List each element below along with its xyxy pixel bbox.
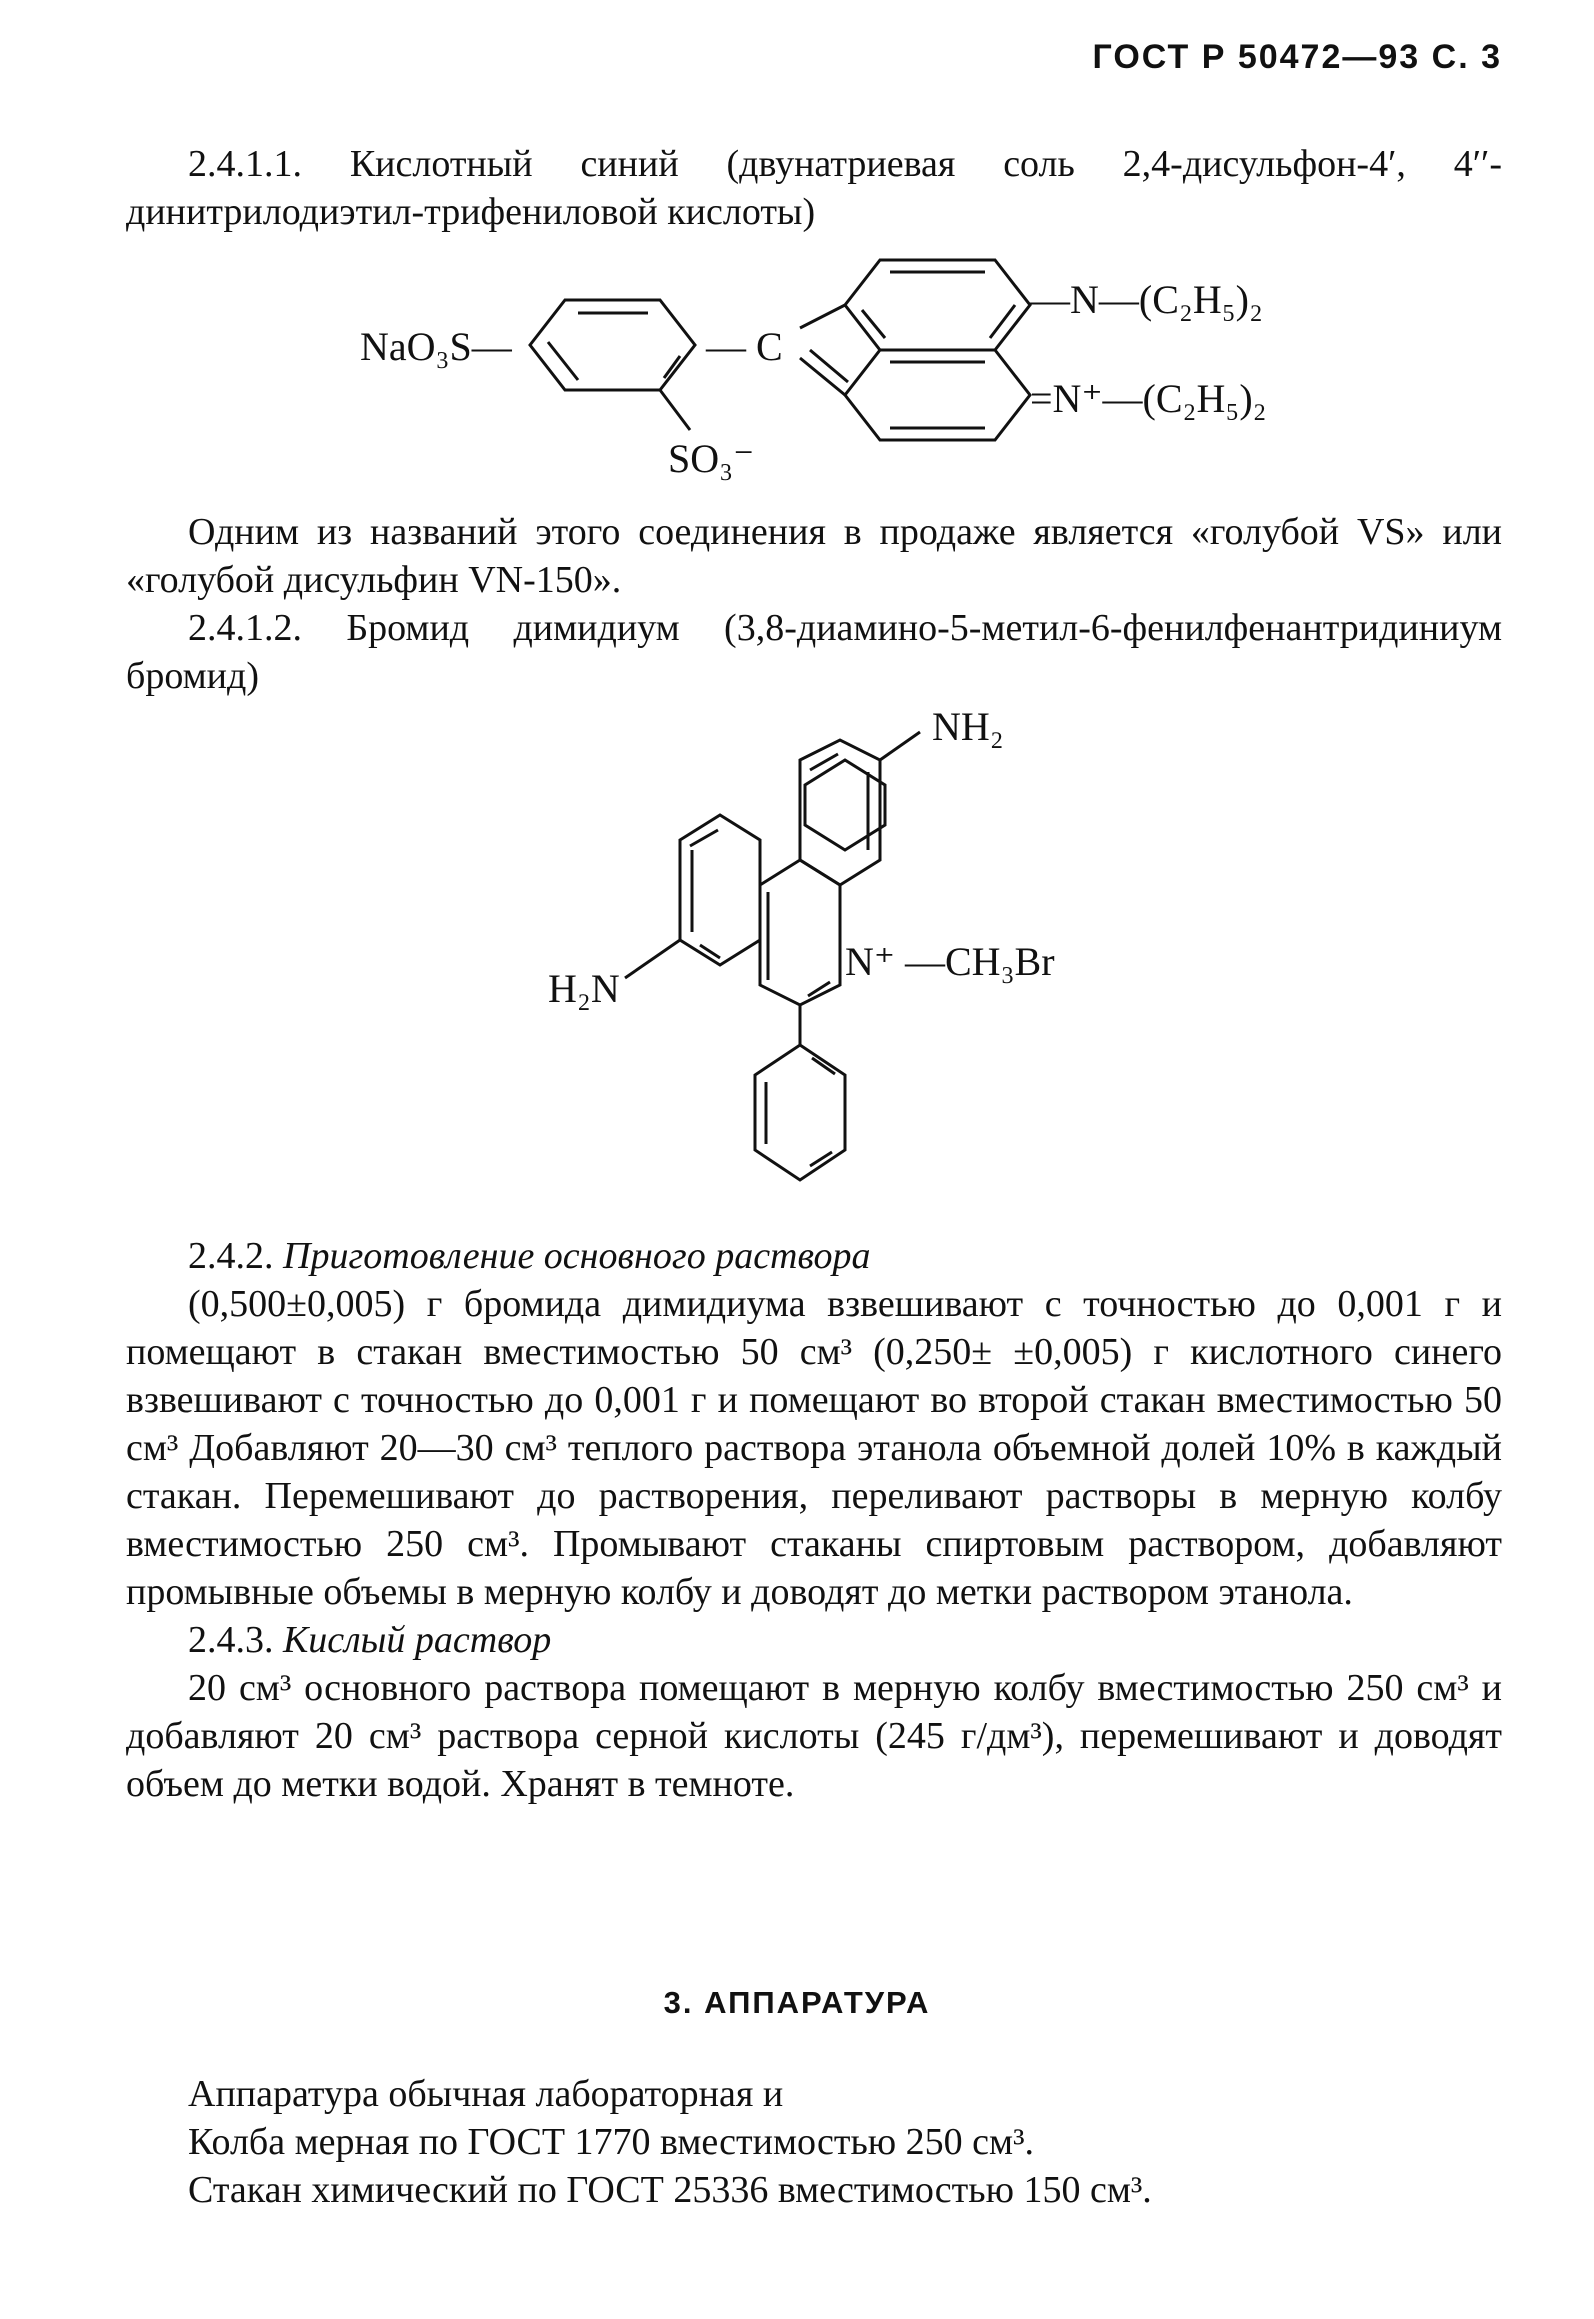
h2n-left-label: H₂N (548, 966, 620, 1011)
acid-blue-structure (0, 0, 1594, 500)
section-2-4-2 (126, 1232, 1502, 1808)
ring-top (805, 760, 885, 850)
section-body: 20 см³ основного раствора помещают в мерную колбу вместимостью 250 см³ и добавляют 20 см³ раствора серной кислоты (245 г/дм³), перемешивают и доводят объем до метки водой. Хранят в темноте. (126, 1667, 1502, 1805)
section-title: Кислотный синий (двунатриевая соль 2,4-дисульфон-4′, 4′′-динитрилодиэтил-трифениловой кислоты) (126, 143, 1502, 233)
n-ethyl-label: —N—(C₂H₅)₂ (1030, 277, 1263, 322)
dimidium-bromide-structure (0, 700, 1594, 1260)
section-body: (0,500±0,005) г бромида димидиума взвешивают с точностью до 0,001 г и помещают в стакан вместимостью 50 см³ (0,250± ±0,005) г кислотного синего взвешивают с точностью до 0,001 г и помещают во второй стакан вместимостью 50 см³ Добавляют 20—30 см³ теплого раствора этанола объемной долей 10% в каждый стакан. Перемешивают до растворения, переливают растворы в мерную колбу вместимостью 250 см³. Промывают стаканы спиртовым раствором, добавляют промывные объемы в мерную колбу и доводят до метки раствором этанола. (126, 1283, 1502, 1613)
n-plus-ethyl-label: =N⁺—(C₂H₅)₂ (1030, 376, 1267, 421)
section-number: 2.4.2. (188, 1235, 274, 1277)
section-title: Бромид димидиум (3,8-диамино-5-метил-6-фенилфенантридиниум бромид) (126, 607, 1502, 697)
apparatus-line: Колба мерная по ГОСТ 1770 вместимостью 250 см³. (188, 2121, 1034, 2163)
carbon-label: — C (706, 324, 783, 369)
section-number: 2.4.3. (188, 1619, 274, 1661)
section-number: 2.4.1.2. (188, 607, 302, 649)
nh2-top-label: NH₂ (932, 704, 1004, 749)
section-3-heading: 3. АППАРАТУРА (663, 1985, 931, 2020)
trade-name-note: Одним из названий этого соединения в продаже является «голубой VS» или «голубой дисульфин VN-150». (126, 511, 1502, 601)
section-number: 2.4.1.1. (188, 143, 302, 185)
naso3s-label: NaO₃S— (360, 324, 512, 369)
apparatus-line: Стакан химический по ГОСТ 25336 вместимостью 150 см³. (188, 2169, 1152, 2211)
so3-label: SO₃⁻ (668, 436, 755, 481)
n-plus-methyl-label: N⁺ —CH₃Br (845, 939, 1055, 984)
section-title: Кислый раствор (283, 1619, 552, 1661)
page-header: ГОСТ Р 50472—93 С. 3 (1092, 38, 1502, 76)
section-title: Приготовление основного раствора (283, 1235, 871, 1277)
section-2-4-1-1-note (126, 508, 1502, 700)
section-3-list (126, 2070, 1502, 2214)
apparatus-line: Аппаратура обычная лабораторная и (188, 2073, 784, 2115)
